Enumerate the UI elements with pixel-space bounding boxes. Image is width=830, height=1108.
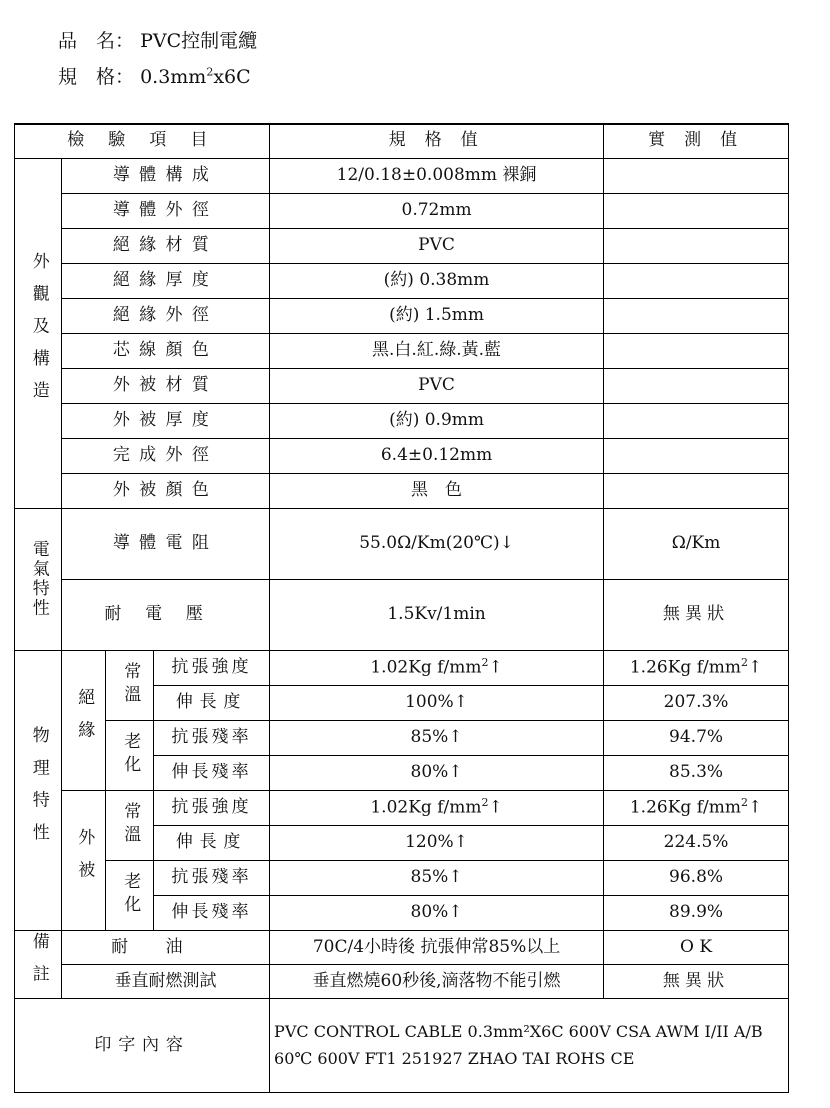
measured-cell: 1.26Kg $f/mm^2↑$ [604,790,789,825]
item-label: 抗張強度 [154,650,270,685]
spec-cell: 85%↑ [270,860,604,895]
item-label: 抗張殘率 [154,860,270,895]
table-row [15,368,789,403]
spec-cell: 黑.白.紅.綠.黃.藍 [270,333,604,368]
measured-cell [604,403,789,438]
sub-insulation: 絕緣 [62,650,106,790]
group-electrical: 電氣特性 [15,508,62,650]
header-row [15,124,789,158]
item-label: 絕緣厚度 [62,263,270,298]
product-name-label: 品 名： [58,30,135,52]
measured-cell [604,263,789,298]
measured-cell [604,193,789,228]
product-name-value: PVC控制電纜 [140,30,258,52]
table-row [15,650,789,685]
spec-cell: 120%↑ [270,825,604,860]
group-physical: 物理特性 [15,650,62,930]
spec-cell: PVC [270,228,604,263]
sub-sheath: 外被 [62,790,106,930]
spec-cell: 12/0.18±0.008mm 裸銅 [270,158,604,193]
table-row [15,228,789,263]
spec-cell: (約) 0.9mm [270,403,604,438]
item-label: 絕緣材質 [62,228,270,263]
measured-cell [604,368,789,403]
item-label: 外被厚度 [62,403,270,438]
measured-cell [604,473,789,508]
spec-cell: 80%↑ [270,895,604,930]
item-label: 伸長度 [154,685,270,720]
measured-cell: O K [604,930,789,964]
header-spec-value: 規 格 值 [270,124,604,158]
sheath-normal-temp: 常溫 [106,790,154,860]
product-spec-line [58,62,251,89]
inspection-table [14,123,789,1093]
printing-line-2: 60℃ 600V FT1 251927 ZHAO TAI ROHS CE [274,1049,635,1069]
table-row [15,860,789,895]
measured-cell: 207.3% [604,685,789,720]
item-label: 伸長殘率 [154,755,270,790]
spec-cell: 70C/4小時後 抗張伸常85%以上 [270,930,604,964]
product-name-line [58,26,257,53]
measured-cell [604,158,789,193]
item-label: 耐油 [62,930,270,964]
insulation-aged: 老化 [106,720,154,790]
table-row [15,790,789,825]
measured-cell [604,333,789,368]
spec-cell: 1.5Kv/1min [270,579,604,650]
table-row [15,998,789,1092]
table-row [15,158,789,193]
measured-cell: 94.7% [604,720,789,755]
spec-cell: PVC [270,368,604,403]
measured-cell: 無異狀 [604,964,789,998]
group-remarks: 備註 [15,930,62,998]
item-label: 伸長殘率 [154,895,270,930]
spec-cell: 85%↑ [270,720,604,755]
spec-cell: 黑 色 [270,473,604,508]
spec-cell: 1.02Kg $f/mm^2↑$ [270,790,604,825]
insulation-normal-temp: 常溫 [106,650,154,720]
measured-cell: 89.9% [604,895,789,930]
table-row [15,403,789,438]
table-row [15,298,789,333]
table-row [15,333,789,368]
item-label: 耐電壓 [62,579,270,650]
spec-cell: 80%↑ [270,755,604,790]
measured-cell: 224.5% [604,825,789,860]
product-spec-value: $0.3mm^2x6C$ [140,65,251,88]
spec-cell: 1.02Kg $f/mm^2↑$ [270,650,604,685]
item-label: 導體構成 [62,158,270,193]
table-row [15,720,789,755]
spec-cell: (約) 0.38mm [270,263,604,298]
measured-cell: 1.26Kg $f/mm^2↑$ [604,650,789,685]
item-label: 外被材質 [62,368,270,403]
table-row [15,263,789,298]
table-row [15,193,789,228]
item-label: 伸長度 [154,825,270,860]
table-row [15,508,789,579]
printing-line-1: PVC CONTROL CABLE 0.3mm²X6C 600V CSA AWM I/II A/B [274,1022,763,1042]
item-label: 外被顏色 [62,473,270,508]
header-inspection-item: 檢 驗 項 目 [15,124,270,158]
product-spec-label: 規 格： [58,66,135,88]
item-label: 導體電阻 [62,508,270,579]
measured-cell: Ω/Km [604,508,789,579]
spec-cell: 55.0Ω/Km(20℃)↓ [270,508,604,579]
table-row [15,473,789,508]
item-label: 絕緣外徑 [62,298,270,333]
item-label: 芯線顏色 [62,333,270,368]
measured-cell: 85.3% [604,755,789,790]
item-label: 抗張殘率 [154,720,270,755]
printing-label: 印字內容 [15,998,270,1092]
item-label: 完成外徑 [62,438,270,473]
measured-cell: 無異狀 [604,579,789,650]
item-label: 垂直耐燃測試 [62,964,270,998]
measured-cell: 96.8% [604,860,789,895]
table-row [15,930,789,964]
table-row [15,579,789,650]
header-measured-value: 實 測 值 [604,124,789,158]
item-label: 抗張強度 [154,790,270,825]
item-label: 導體外徑 [62,193,270,228]
spec-cell: 0.72mm [270,193,604,228]
printing-content [270,998,789,1092]
table-row [15,438,789,473]
measured-cell [604,438,789,473]
sheath-aged: 老化 [106,860,154,930]
spec-cell: 100%↑ [270,685,604,720]
spec-cell: (約) 1.5mm [270,298,604,333]
spec-cell: 垂直燃燒60秒後,滴落物不能引燃 [270,964,604,998]
group-appearance: 外觀及構造 [15,158,62,508]
spec-cell: 6.4±0.12mm [270,438,604,473]
measured-cell [604,228,789,263]
measured-cell [604,298,789,333]
table-row [15,964,789,998]
